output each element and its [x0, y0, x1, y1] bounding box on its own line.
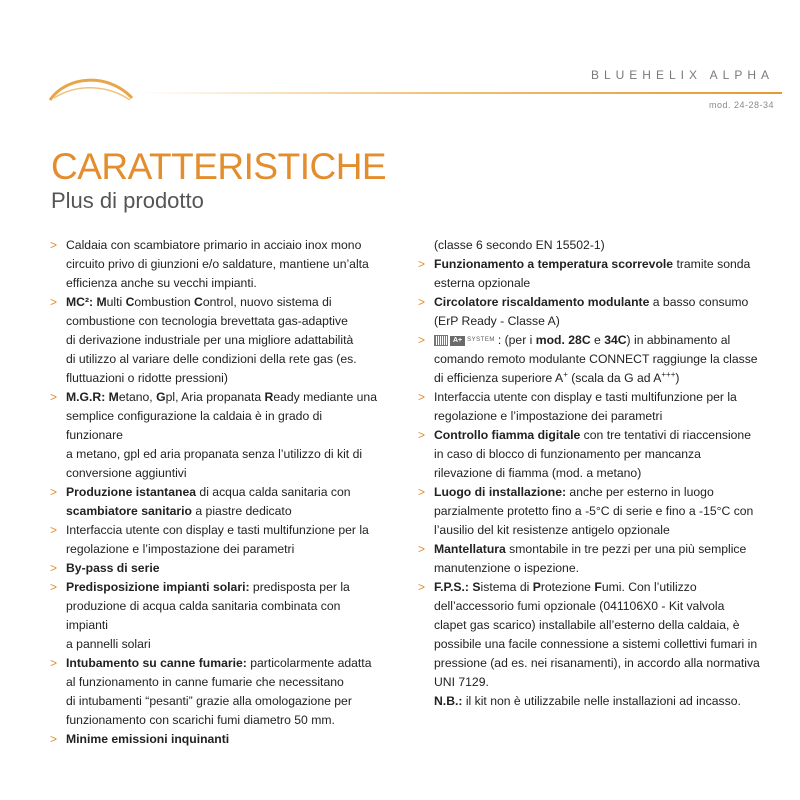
list-item — [50, 521, 380, 559]
features-right-column — [418, 236, 763, 711]
item-heading-line: A+ SYSTEM : (per i mod. 28C e 34C) in abbinamento al — [434, 331, 763, 350]
item-text: manutenzione o ispezione. — [434, 561, 579, 575]
list-item — [50, 293, 380, 388]
brand-name: BLUEHELIX ALPHA — [590, 68, 774, 82]
item-heading-line: Minime emissioni inquinanti — [66, 732, 230, 746]
item-heading-line: Controllo fiamma digitale con tre tentativi di riaccensione — [434, 428, 751, 442]
bullet-arrow-icon: > — [50, 732, 58, 746]
bullet-arrow-icon: > — [50, 561, 58, 575]
item-text: l’ausilio del kit resistenze antigelo opzionale — [434, 523, 670, 537]
list-item — [418, 483, 763, 540]
bullet-arrow-icon: > — [50, 580, 58, 594]
item-text: conversione aggiuntivi — [66, 466, 187, 480]
bullet-arrow-icon: > — [418, 295, 426, 309]
bullet-arrow-icon: > — [418, 390, 426, 404]
item-text: rilevazione di fiamma (mod. a metano) — [434, 466, 642, 480]
item-text: dell’accessorio fumi opzionale (041106X0 - Kit valvola — [434, 599, 725, 613]
bullet-arrow-icon: > — [50, 485, 58, 499]
item-heading-line: M.G.R: Metano, Gpl, Aria propanata Ready mediante una — [66, 390, 377, 404]
bullet-arrow-icon: > — [50, 523, 58, 537]
item-text: semplice configurazione la caldaia è in grado di funzionare — [66, 409, 323, 442]
item-text: combustione con tecnologia brevettata gas-adaptive — [66, 314, 348, 328]
list-item — [50, 730, 380, 749]
item-text: clapet gas scarico) installabile all’esterno della caldaia, è — [434, 618, 740, 632]
item-text: parzialmente protetto fino a -5°C di serie e fino a -15°C con — [434, 504, 754, 518]
model-numbers: mod. 24-28-34 — [708, 100, 774, 110]
item-heading-line: Produzione istantanea di acqua calda sanitaria con — [66, 485, 351, 499]
list-item — [418, 388, 763, 426]
item-text: di utilizzo al variare delle condizioni della rete gas (es. — [66, 352, 357, 366]
item-heading-line: Funzionamento a temperatura scorrevole tramite sonda — [434, 257, 751, 271]
bullet-arrow-icon: > — [418, 542, 426, 556]
bullet-arrow-icon: > — [418, 580, 426, 594]
item-heading-line: Luogo di installazione: anche per esterno in luogo — [434, 485, 714, 499]
list-item — [50, 559, 380, 578]
item-text: Interfaccia utente con display e tasti multifunzione per la — [66, 523, 369, 537]
item-text: di intubamenti “pesanti” grazie alla omologazione per — [66, 694, 352, 708]
item-heading-line: MC²: Multi Combustion Control, nuovo sistema di — [66, 295, 332, 309]
item-text: produzione di acqua calda sanitaria combinata con impianti — [66, 599, 341, 632]
list-item — [50, 654, 380, 730]
item-text: UNI 7129. — [434, 675, 489, 689]
item-text: a metano, gpl ed aria propanata senza l’utilizzo di kit di — [66, 447, 363, 461]
list-item — [50, 236, 380, 293]
bullet-arrow-icon: > — [418, 257, 426, 271]
item-text: funzionamento con scarichi fumi diametro 50 mm. — [66, 713, 335, 727]
item-text: pressione (ad es. nei risanamenti), in accordo alla normativa — [434, 656, 760, 670]
list-item — [418, 331, 763, 388]
item-heading-line: Predisposizione impianti solari: predisposta per la — [66, 580, 350, 594]
item-text: possibile una facile connessione a sistemi collettivi fumari in — [434, 637, 758, 651]
item-text: fluttuazioni o ridotte pressioni) — [66, 371, 228, 385]
list-item — [418, 540, 763, 578]
item-text: regolazione e l’impostazione dei parametri — [66, 542, 295, 556]
item-text: circuito privo di giunzioni e/o saldature, mantiene un’alta — [66, 257, 369, 271]
item-text: regolazione e l’impostazione dei parametri — [434, 409, 663, 423]
item-heading-line: Intubamento su canne fumarie: particolarmente adatta — [66, 656, 372, 670]
bullet-arrow-icon: > — [418, 485, 426, 499]
page-subtitle: Plus di prodotto — [51, 188, 204, 213]
list-item — [50, 388, 380, 483]
item-text: efficienza anche su vecchi impianti. — [66, 276, 257, 290]
item-text: Caldaia con scambiatore primario in acciaio inox mono — [66, 238, 362, 252]
item-text: scambiatore sanitario a piastre dedicato — [66, 504, 292, 518]
item-text: comando remoto modulante CONNECT raggiunge la classe — [434, 352, 758, 366]
bullet-arrow-icon: > — [50, 656, 58, 670]
item-text: esterna opzionale — [434, 276, 531, 290]
item-heading-line: Mantellatura smontabile in tre pezzi per una più semplice — [434, 542, 747, 556]
list-item — [418, 293, 763, 331]
nb-note: N.B.: il kit non è utilizzabile nelle installazioni ad incasso. — [434, 694, 741, 708]
item-text: di derivazione industriale per una migliore adattabilità — [66, 333, 354, 347]
bullet-arrow-icon: > — [418, 333, 426, 347]
logo-swoosh — [46, 70, 138, 112]
list-item — [418, 426, 763, 483]
a-plus-system-badge-icon: A+ SYSTEM — [434, 335, 495, 346]
item-heading-line: F.P.S.: Sistema di Protezione Fumi. Con l’utilizzo — [434, 580, 697, 594]
page-title: CARATTERISTICHE — [51, 146, 387, 187]
item-text: al funzionamento in canne fumarie che necessitano — [66, 675, 344, 689]
item-text: Interfaccia utente con display e tasti multifunzione per la — [434, 390, 737, 404]
item-text: in caso di blocco di funzionamento per mancanza — [434, 447, 701, 461]
bullet-arrow-icon: > — [50, 238, 58, 252]
bullet-arrow-icon: > — [50, 295, 58, 309]
item-text: (ErP Ready - Classe A) — [434, 314, 560, 328]
list-item — [50, 483, 380, 521]
item-text: a pannelli solari — [66, 637, 151, 651]
item-text: di efficienza superiore A+ (scala da G ad A+++) — [434, 369, 680, 385]
list-item — [50, 578, 380, 654]
item-heading-line: By-pass di serie — [66, 561, 160, 575]
bullet-arrow-icon: > — [50, 390, 58, 404]
header-rule — [140, 92, 782, 94]
list-item — [418, 255, 763, 293]
list-item — [418, 578, 763, 711]
features-left-column — [50, 236, 380, 749]
item-continuation: (classe 6 secondo EN 15502-1) — [434, 238, 605, 252]
bullet-arrow-icon: > — [418, 428, 426, 442]
item-heading-line: Circolatore riscaldamento modulante a basso consumo — [434, 295, 749, 309]
